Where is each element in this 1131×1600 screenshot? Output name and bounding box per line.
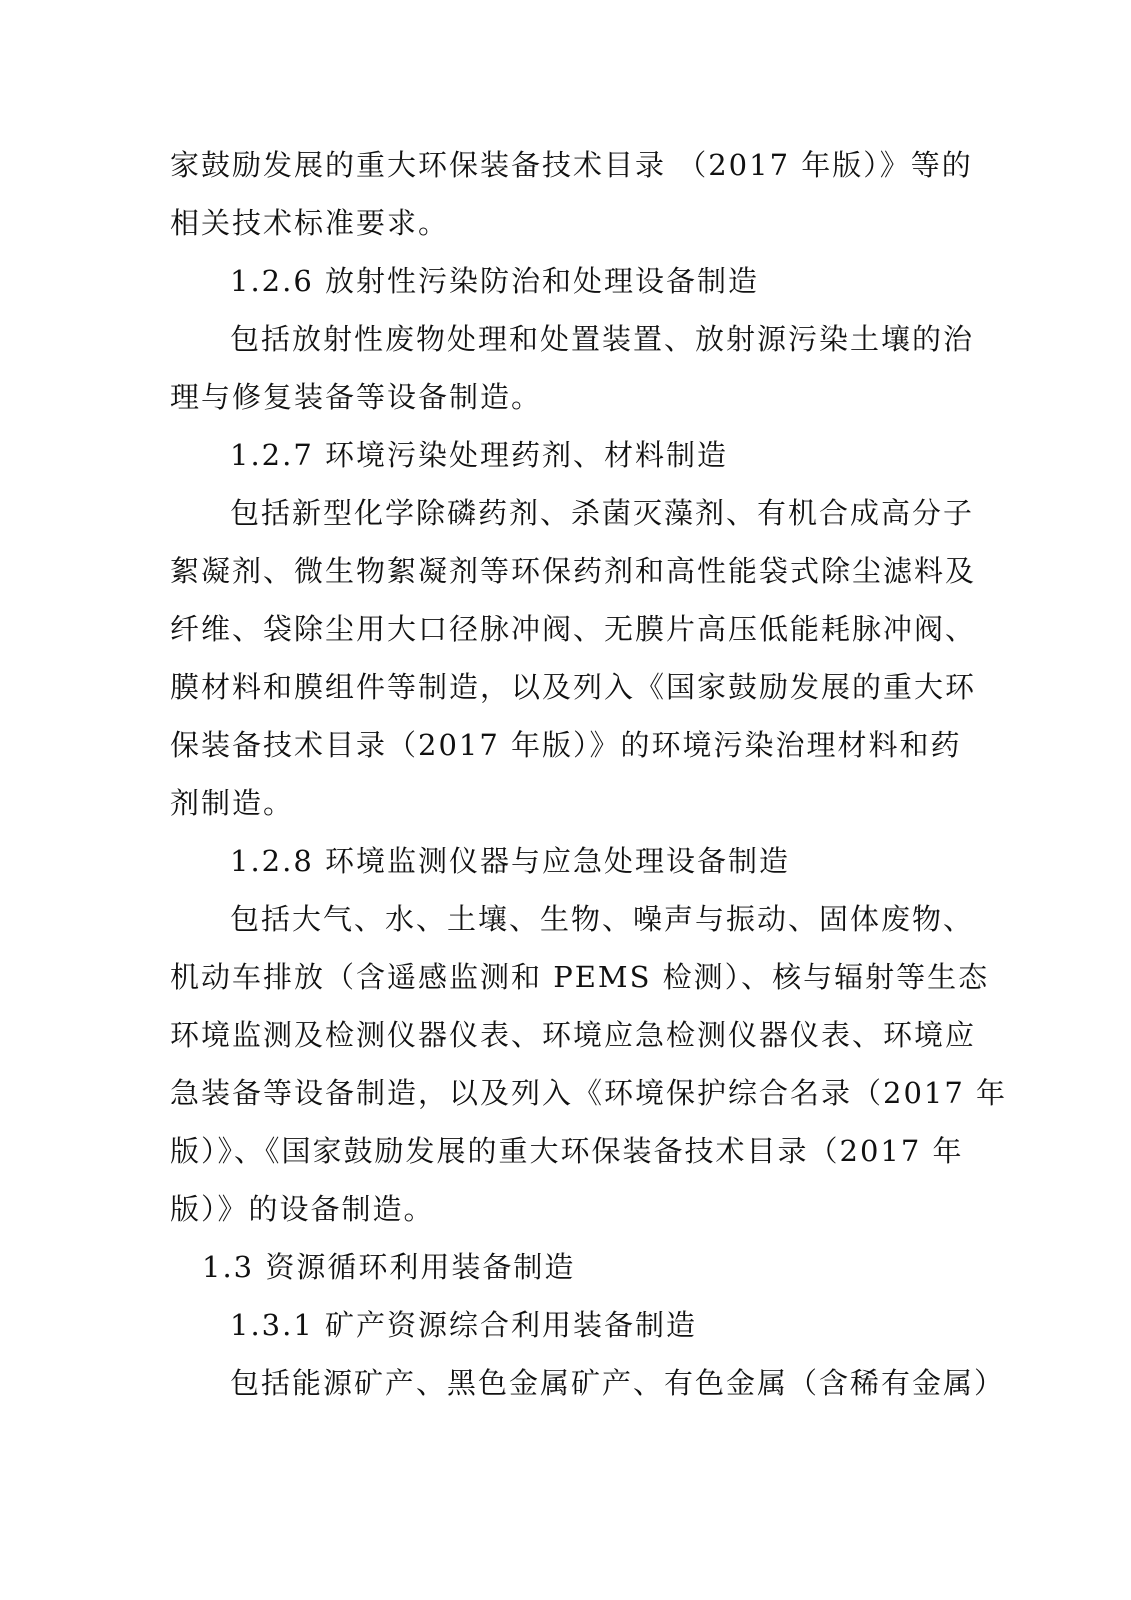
paragraph-line: 纤维、袋除尘用大口径脉冲阀、无膜片高压低能耗脉冲阀、 [170,612,977,646]
paragraph-line: 急装备等设备制造，以及列入《环境保护综合名录（2017 年 [170,1076,1008,1110]
paragraph-line: 包括大气、水、土壤、生物、噪声与振动、固体废物、 [230,902,975,936]
section-heading-1-2-8: 1.2.8 环境监测仪器与应急处理设备制造 [230,844,791,878]
paragraph-line: 包括放射性废物处理和处置装置、放射源污染土壤的治 [230,322,975,356]
paragraph-line: 剂制造。 [170,786,295,820]
paragraph-line: 膜材料和膜组件等制造，以及列入《国家鼓励发展的重大环 [170,670,977,704]
section-heading-1-3: 1.3 资源循环利用装备制造 [202,1250,576,1284]
paragraph-line: 理与修复装备等设备制造。 [170,380,543,414]
document-body [170,136,1008,1412]
section-heading-1-2-7: 1.2.7 环境污染处理药剂、材料制造 [230,438,729,472]
paragraph-line: 絮凝剂、微生物絮凝剂等环保药剂和高性能袋式除尘滤料及 [170,554,977,588]
paragraph-line: 包括能源矿产、黑色金属矿产、有色金属（含稀有金属） [230,1366,1006,1400]
paragraph-line: 环境监测及检测仪器仪表、环境应急检测仪器仪表、环境应 [170,1018,977,1052]
paragraph-line: 版）》的设备制造。 [170,1192,435,1226]
paragraph-line: 包括新型化学除磷药剂、杀菌灭藻剂、有机合成高分子 [230,496,975,530]
paragraph-line: 机动车排放（含遥感监测和 PEMS 检测）、核与辐射等生态 [170,960,990,994]
paragraph-line: 保装备技术目录（2017 年版）》的环境污染治理材料和药 [170,728,962,762]
section-heading-1-3-1: 1.3.1 矿产资源综合利用装备制造 [230,1308,698,1342]
paragraph-line: 版）》、《国家鼓励发展的重大环保装备技术目录（2017 年 [170,1134,964,1168]
section-heading-1-2-6: 1.2.6 放射性污染防治和处理设备制造 [230,264,760,298]
paragraph-line: 家鼓励发展的重大环保装备技术目录 （2017 年版）》等的 [170,148,973,182]
paragraph-line: 相关技术标准要求。 [170,206,450,240]
